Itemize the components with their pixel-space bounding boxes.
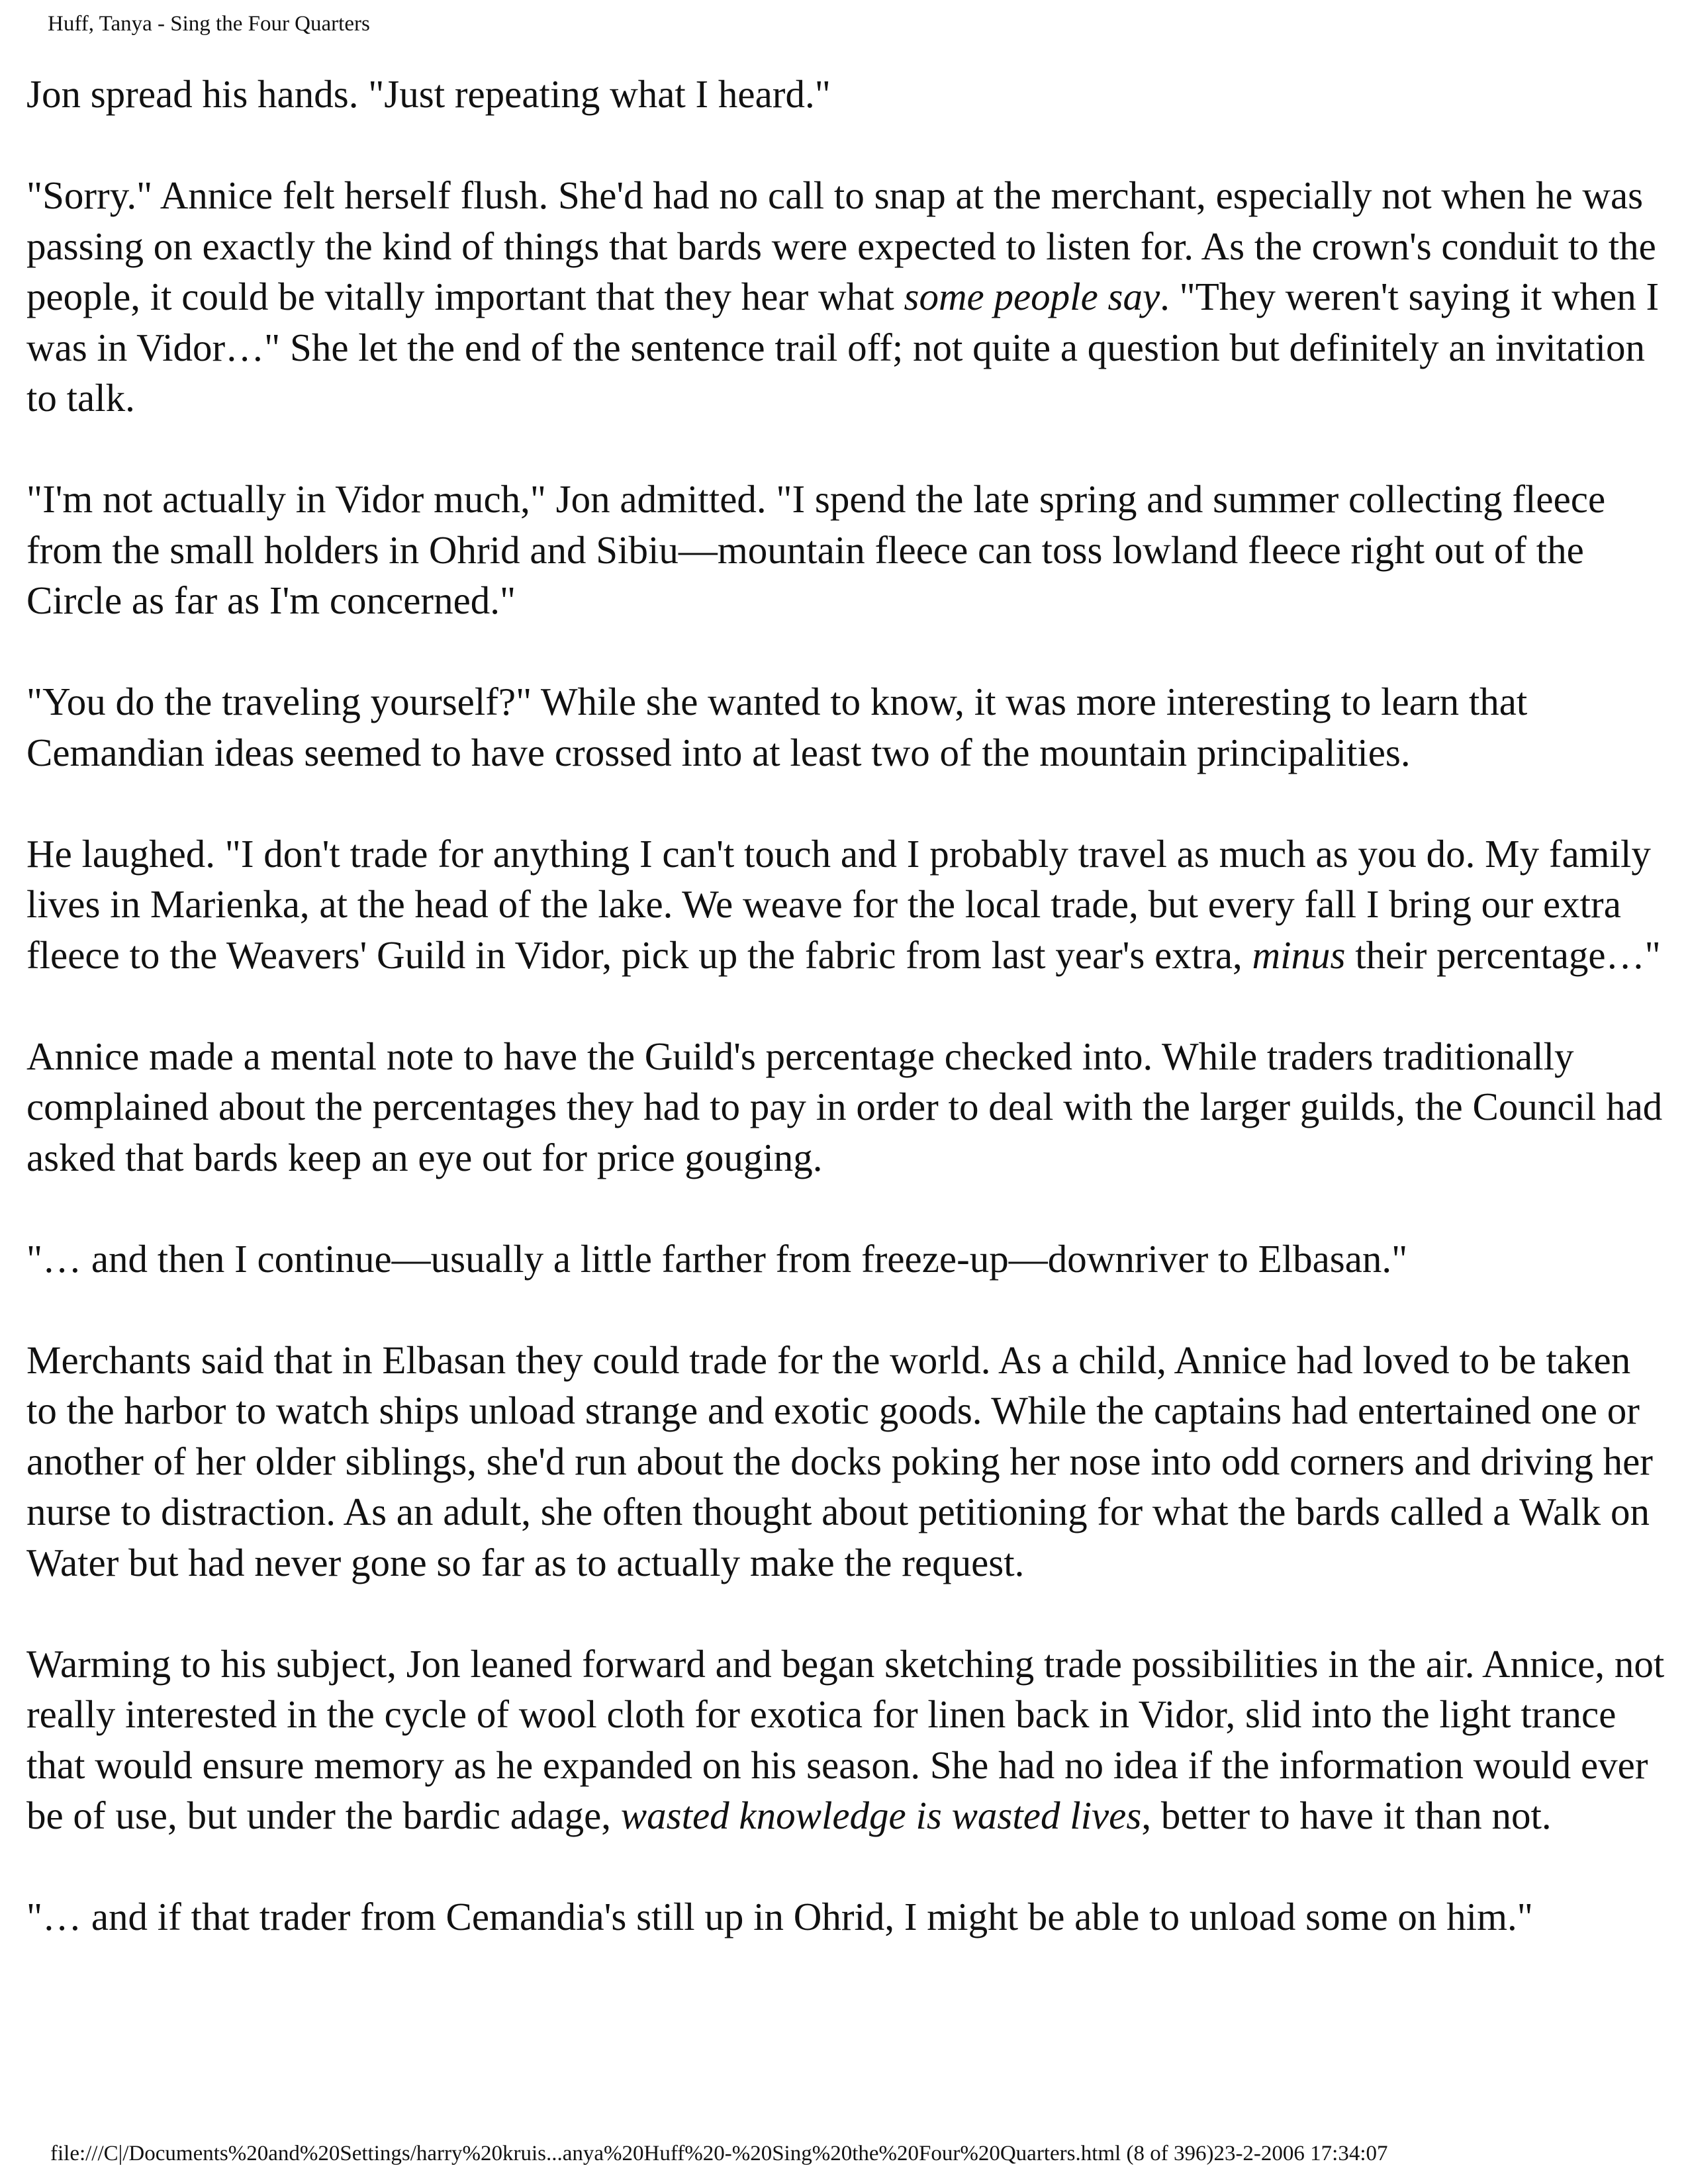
page-header-title: Huff, Tanya - Sing the Four Quarters bbox=[48, 12, 370, 36]
paragraph-text: "You do the traveling yourself?" While she wanted to know, it was more interesting to learn that Cemandian ideas seemed to have crossed into at least two of the mountain principalities. bbox=[26, 680, 1528, 774]
paragraph-text: their percentage…" bbox=[1345, 933, 1661, 977]
paragraph-8 bbox=[26, 1335, 1668, 1588]
paragraph-text: Merchants said that in Elbasan they could trade for the world. As a child, Annice had loved to be taken to the harbor to watch ships unload strange and exotic goods. While the captains had entertained one or another of her older siblings, she'd run about the docks poking her nose into odd corners and driving her nurse to distraction. As an adult, she often thought about petitioning for what the bards called a Walk on Water but had never gone so far as to actually make the request. bbox=[26, 1338, 1653, 1584]
paragraph-text: "… and if that trader from Cemandia's still up in Ohrid, I might be able to unload some on him." bbox=[26, 1895, 1533, 1938]
paragraph-4 bbox=[26, 676, 1668, 778]
paragraph-1 bbox=[26, 69, 1668, 120]
paragraph-5 bbox=[26, 829, 1668, 981]
paragraph-text: . "They weren't saying it when I was in Vidor…" She let the end of the sentence trail off; not quite a question but definitely an invitation to talk. bbox=[26, 275, 1660, 420]
paragraph-text: "Sorry." Annice felt herself flush. She'd had no call to snap at the merchant, especially not when he was passing on exactly the kind of things that bards were expected to listen for. As the crown's conduit to the people, it could be vitally important that they hear what bbox=[26, 173, 1656, 318]
paragraph-7 bbox=[26, 1234, 1668, 1285]
paragraph-10 bbox=[26, 1891, 1668, 1942]
paragraph-text: , better to have it than not. bbox=[1141, 1794, 1552, 1837]
paragraph-3 bbox=[26, 474, 1668, 626]
paragraph-text: "… and then I continue—usually a little farther from freeze-up—downriver to Elbasan." bbox=[26, 1236, 1408, 1281]
paragraph-text: He laughed. "I don't trade for anything I can't touch and I probably travel as much as you do. My family lives in Marienka, at the head of the lake. We weave for the local trade, but every fall I bring our extra fleece to the Weavers' Guild in Vidor, pick up the fabric from last year's extra, bbox=[26, 831, 1651, 977]
document-body bbox=[26, 69, 1668, 1993]
paragraph-6 bbox=[26, 1031, 1668, 1183]
paragraph-text: Jon spread his hands. "Just repeating what I heard." bbox=[26, 72, 831, 116]
paragraph-2 bbox=[26, 170, 1668, 424]
paragraph-text: "I'm not actually in Vidor much," Jon admitted. "I spend the late spring and summer collecting fleece from the small holders in Ohrid and Sibiu—mountain fleece can toss lowland fleece right out of the Circle as far as I'm concerned." bbox=[26, 477, 1606, 622]
italic-phrase: wasted knowledge is wasted lives bbox=[620, 1794, 1142, 1837]
paragraph-text: Warming to his subject, Jon leaned forward and began sketching trade possibilities in the air. Annice, not really interested in the cycle of wool cloth for exotica for linen back in Vidor, slid into the light trance that would ensure memory as he expanded on his season. She had no idea if the information would ever be of use, but under the bardic adage, bbox=[26, 1641, 1665, 1837]
page-footer-path: file:///C|/Documents%20and%20Settings/harry%20kruis...anya%20Huff%20-%20Sing%20the%20Four%20Quarters.html (8 of 396)23-2-2006 17:34:07 bbox=[50, 2142, 1388, 2165]
paragraph-9 bbox=[26, 1639, 1668, 1841]
italic-phrase: some people say bbox=[904, 275, 1160, 318]
paragraph-text: Annice made a mental note to have the Guild's percentage checked into. While traders traditionally complained about the percentages they had to pay in order to deal with the larger guilds, the Council had asked that bards keep an eye out for price gouging. bbox=[26, 1034, 1663, 1179]
italic-phrase: minus bbox=[1252, 933, 1346, 977]
